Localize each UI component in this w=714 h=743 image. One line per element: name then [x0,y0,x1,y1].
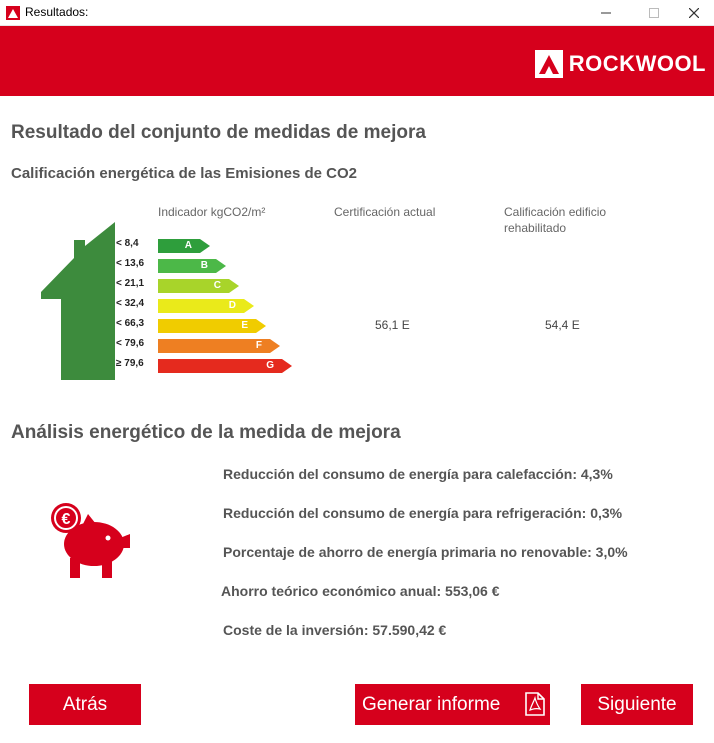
rehab-rating-value: 54,4 E [545,318,580,332]
rating-letter: C [213,280,221,291]
title-bar [0,0,714,26]
generate-report-button[interactable] [355,684,550,725]
logo-text: ROCKWOOL [568,51,706,76]
back-button[interactable]: Atrás [29,684,141,725]
close-icon[interactable] [674,0,714,25]
page-title: Resultado del conjunto de medidas de mejora [11,122,426,143]
rockwool-logo [535,50,706,78]
bar-shape [158,319,266,333]
rating-letter: E [241,320,248,331]
cooling-reduction: Reducción del consumo de energía para refrigeración: 0,3% [223,505,623,521]
investment-cost: Coste de la inversión: 57.590,42 € [223,622,447,638]
rating-letter: G [266,360,274,371]
house-icon [41,222,115,385]
current-column-header: Certificación actual [334,205,436,219]
minimize-icon[interactable] [586,0,626,25]
bar-shape [158,279,239,293]
rating-letter: D [228,300,236,311]
rating-bar-f [158,339,280,353]
rating-bar-g [158,359,292,373]
rating-bar-b [158,259,226,273]
rating-letter: F [255,340,262,351]
rating-threshold: < 8,4 [116,238,139,249]
maximize-icon[interactable] [634,0,674,25]
header-banner [0,26,714,96]
rating-bar-a [158,239,210,253]
rating-bar-d [158,299,254,313]
logo-mark-icon [535,50,563,78]
rating-threshold: < 21,1 [116,278,145,289]
pdf-icon [525,692,545,722]
rating-threshold: < 32,4 [116,298,145,309]
emissions-heading: Calificación energética de las Emisiones de CO2 [11,165,357,182]
analysis-heading: Análisis energético de la medida de mejora [11,422,401,443]
app-icon [6,6,20,20]
rating-bar-c [158,279,239,293]
rating-threshold: < 79,6 [116,338,145,349]
rating-threshold: < 66,3 [116,318,145,329]
next-button[interactable]: Siguiente [581,684,693,725]
rehab-column-header: Calificación edificio rehabilitado [504,205,607,235]
heating-reduction: Reducción del consumo de energía para calefacción: 4,3% [223,466,613,482]
primary-energy-savings: Porcentaje de ahorro de energía primaria no renovable: 3,0% [223,544,628,560]
svg-text:€: € [61,511,71,528]
rating-letter: B [200,260,208,271]
bar-shape [158,259,226,273]
window-title: Resultados: [25,5,89,19]
bar-shape [158,299,254,313]
generate-report-label: Generar informe [362,693,501,715]
current-rating-value: 56,1 E [375,318,410,332]
indicator-column-header: Indicador kgCO2/m² [158,205,266,219]
rating-threshold: ≥ 79,6 [116,358,144,369]
annual-economic-savings: Ahorro teórico económico anual: 553,06 € [221,583,500,599]
rating-bar-e [158,319,266,333]
rating-threshold: < 13,6 [116,258,145,269]
rating-letter: A [184,240,192,251]
piggy-bank-icon [48,500,132,587]
